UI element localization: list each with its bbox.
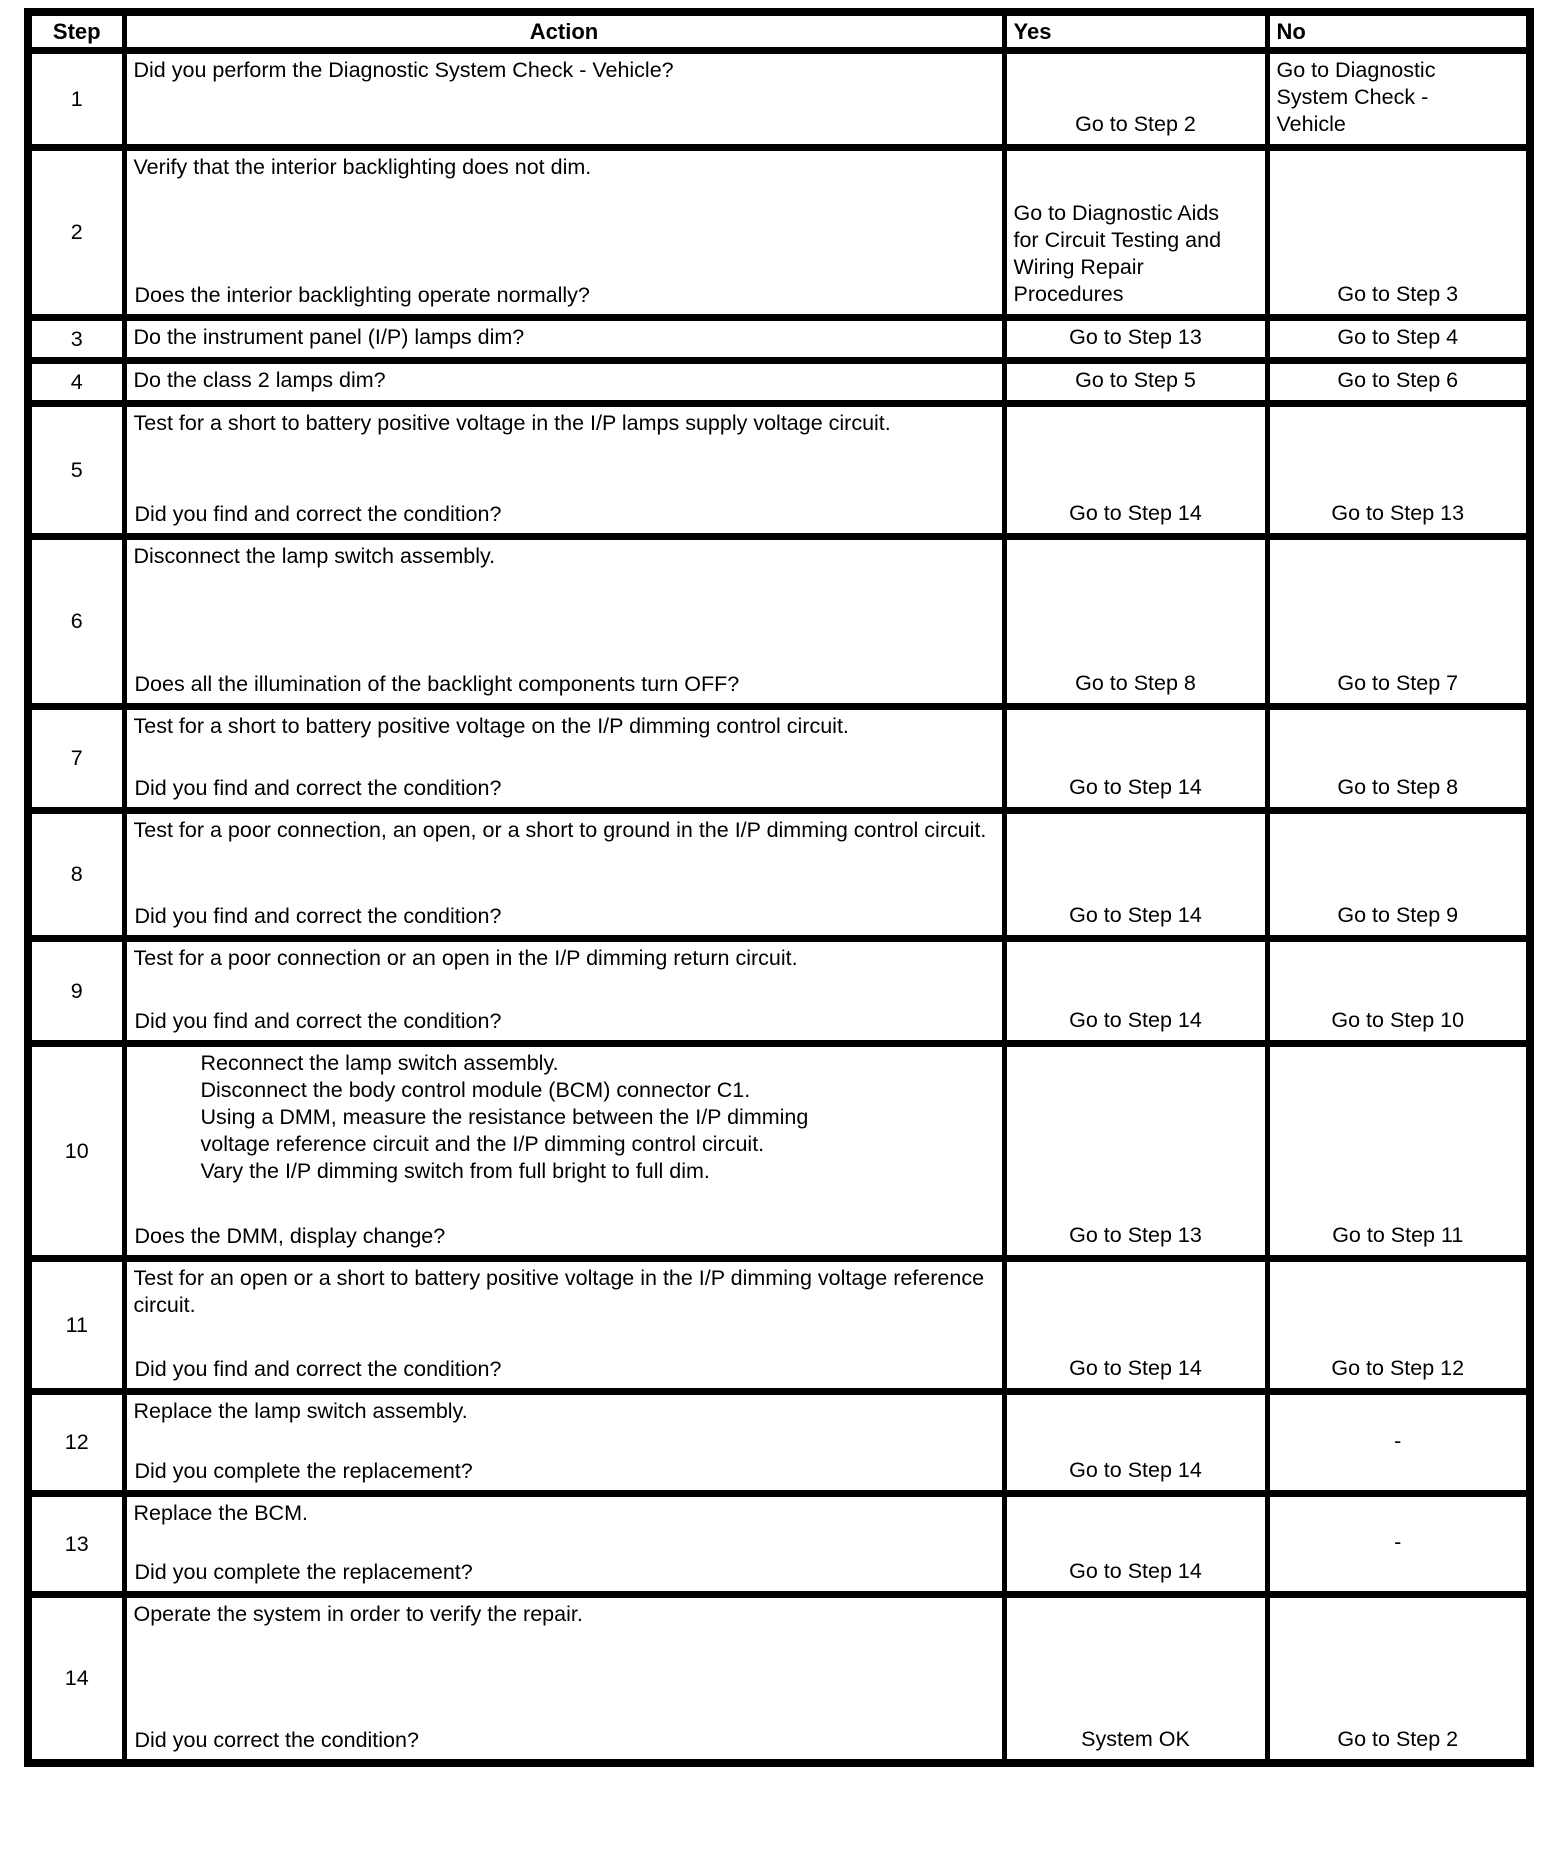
table-row	[28, 1595, 1530, 1763]
column-header-no: No	[1267, 12, 1530, 51]
table-row	[28, 1494, 1530, 1595]
step-number: 3	[28, 318, 124, 361]
action-cell	[124, 51, 1004, 148]
action-cell	[124, 318, 1004, 361]
table-row	[28, 537, 1530, 707]
yes-cell	[1004, 318, 1267, 361]
step-number: 14	[28, 1595, 124, 1763]
action-text: Disconnect the body control module (BCM) connector C1.	[200, 1078, 751, 1102]
action-instructions	[134, 543, 992, 570]
action-instructions	[134, 945, 992, 972]
no-value: -	[1394, 1530, 1402, 1554]
yes-cell	[1004, 148, 1267, 318]
no-value: Go to Step 4	[1337, 325, 1459, 349]
no-value: Go to Step 12	[1331, 1356, 1465, 1380]
step-number: 8	[28, 811, 124, 939]
action-text: Operate the system in order to verify the repair.	[133, 1602, 583, 1626]
action-cell	[124, 1494, 1004, 1595]
action-question: Did you find and correct the condition?	[134, 1009, 502, 1033]
yes-value: Go to Step 8	[1075, 671, 1196, 695]
no-cell	[1267, 361, 1530, 404]
no-value: Go to Step 7	[1337, 671, 1459, 695]
no-cell	[1267, 318, 1530, 361]
action-cell	[124, 707, 1004, 811]
action-instructions	[134, 1265, 992, 1319]
step-number: 6	[28, 537, 124, 707]
action-instructions	[134, 713, 992, 740]
action-text: Test for a short to battery positive voltage in the I/P lamps supply voltage circuit.	[133, 411, 891, 435]
step-number: 10	[28, 1044, 124, 1259]
action-question: Does the interior backlighting operate normally?	[134, 283, 590, 307]
action-question: Does the DMM, display change?	[134, 1224, 446, 1248]
no-value: Go to Step 6	[1337, 368, 1459, 392]
action-text: Do the instrument panel (I/P) lamps dim?	[133, 325, 525, 349]
action-text: Vary the I/P dimming switch from full bright to full dim.	[200, 1159, 710, 1183]
table-row	[28, 361, 1530, 404]
action-question: Did you find and correct the condition?	[134, 904, 502, 928]
table-row	[28, 1044, 1530, 1259]
step-number: 7	[28, 707, 124, 811]
diagnostic-steps-table	[24, 8, 1534, 1767]
action-instructions	[134, 154, 992, 181]
step-number: 4	[28, 361, 124, 404]
action-text: Test for a poor connection or an open in the I/P dimming return circuit.	[133, 946, 798, 970]
yes-cell	[1004, 707, 1267, 811]
no-value: Go to Step 8	[1337, 775, 1459, 799]
table-row	[28, 939, 1530, 1044]
table-row	[28, 51, 1530, 148]
action-instructions	[134, 1500, 992, 1527]
action-text: Did you perform the Diagnostic System Check - Vehicle?	[133, 58, 674, 82]
yes-cell	[1004, 811, 1267, 939]
no-cell	[1267, 148, 1530, 318]
action-question: Did you find and correct the condition?	[134, 776, 502, 800]
step-number: 12	[28, 1392, 124, 1494]
action-cell	[124, 1392, 1004, 1494]
yes-value: Go to Step 14	[1069, 775, 1202, 799]
yes-cell	[1004, 51, 1267, 148]
action-text: Disconnect the lamp switch assembly.	[133, 544, 496, 568]
action-instructions	[134, 57, 992, 84]
action-text: Test for a poor connection, an open, or a short to ground in the I/P dimming control circuit.	[133, 818, 987, 842]
column-header-step: Step	[28, 12, 124, 51]
action-text: Verify that the interior backlighting does not dim.	[133, 155, 592, 179]
action-instructions	[134, 1398, 992, 1425]
no-value: -	[1394, 1428, 1402, 1453]
table-row	[28, 707, 1530, 811]
action-instructions	[134, 367, 992, 394]
yes-value: Go to Step 2	[1075, 112, 1196, 136]
step-number: 2	[28, 148, 124, 318]
step-number: 1	[28, 51, 124, 148]
action-cell	[124, 537, 1004, 707]
step-number: 5	[28, 404, 124, 537]
no-value: Go to Step 3	[1337, 282, 1459, 306]
yes-value: Go to Step 13	[1069, 1223, 1202, 1247]
action-instructions	[134, 410, 992, 437]
yes-value: Go to Step 14	[1069, 1559, 1202, 1583]
action-cell	[124, 1259, 1004, 1392]
no-value: Go to Step 10	[1331, 1008, 1465, 1032]
no-cell	[1267, 1259, 1530, 1392]
action-text: Replace the lamp switch assembly.	[133, 1399, 468, 1423]
action-text: Do the class 2 lamps dim?	[133, 368, 386, 392]
yes-cell	[1004, 1494, 1267, 1595]
action-question: Does all the illumination of the backlight components turn OFF?	[134, 672, 740, 696]
action-instructions	[201, 1050, 841, 1185]
no-value: Go to Step 11	[1332, 1223, 1464, 1247]
yes-cell	[1004, 1044, 1267, 1259]
action-question: Did you correct the condition?	[134, 1727, 419, 1752]
action-question: Did you complete the replacement?	[134, 1560, 473, 1584]
action-cell	[124, 148, 1004, 318]
table-row	[28, 148, 1530, 318]
action-text: Test for a short to battery positive voltage on the I/P dimming control circuit.	[133, 714, 849, 738]
step-number: 11	[28, 1259, 124, 1392]
table-header	[28, 12, 1530, 51]
no-cell	[1267, 1494, 1530, 1595]
column-header-yes: Yes	[1004, 12, 1267, 51]
action-cell	[124, 939, 1004, 1044]
table-row	[28, 318, 1530, 361]
yes-value: Go to Step 14	[1069, 1008, 1202, 1032]
action-instructions	[134, 324, 992, 351]
action-text: Using a DMM, measure the resistance between the I/P dimming voltage reference circuit and the I/P dimming control circuit.	[200, 1105, 809, 1156]
no-cell	[1267, 811, 1530, 939]
yes-value: Go to Step 14	[1069, 1458, 1202, 1482]
no-value: Go to Step 9	[1337, 903, 1459, 927]
action-question: Did you complete the replacement?	[134, 1459, 473, 1483]
yes-value: Go to Diagnostic Aids for Circuit Testing and Wiring Repair Procedures	[1013, 201, 1222, 306]
yes-value: Go to Step 14	[1069, 1356, 1202, 1380]
yes-value: Go to Step 14	[1069, 903, 1202, 927]
header-row	[28, 12, 1530, 51]
no-cell	[1267, 1044, 1530, 1259]
no-cell	[1267, 939, 1530, 1044]
no-value: Go to Step 13	[1331, 501, 1465, 525]
action-cell	[124, 1044, 1004, 1259]
yes-value: Go to Step 14	[1069, 501, 1202, 525]
table-row	[28, 811, 1530, 939]
action-cell	[124, 361, 1004, 404]
action-text: Reconnect the lamp switch assembly.	[200, 1051, 559, 1075]
no-cell	[1267, 707, 1530, 811]
action-instructions	[134, 1601, 992, 1628]
yes-cell	[1004, 1392, 1267, 1494]
table-row	[28, 404, 1530, 537]
action-cell	[124, 1595, 1004, 1763]
yes-cell	[1004, 1259, 1267, 1392]
yes-cell	[1004, 1595, 1267, 1763]
no-cell	[1267, 537, 1530, 707]
action-text: Test for an open or a short to battery positive voltage in the I/P dimming voltage reference circuit.	[133, 1266, 985, 1317]
step-number: 13	[28, 1494, 124, 1595]
action-question: Did you find and correct the condition?	[134, 502, 502, 526]
yes-cell	[1004, 404, 1267, 537]
no-cell	[1267, 1392, 1530, 1494]
table-row	[28, 1392, 1530, 1494]
column-header-action: Action	[124, 12, 1004, 51]
no-cell	[1267, 1595, 1530, 1763]
yes-value: System OK	[1081, 1726, 1190, 1751]
no-value: Go to Diagnostic System Check - Vehicle	[1276, 58, 1436, 136]
step-number: 9	[28, 939, 124, 1044]
action-cell	[124, 404, 1004, 537]
action-instructions	[134, 817, 992, 844]
yes-cell	[1004, 939, 1267, 1044]
yes-cell	[1004, 537, 1267, 707]
no-value: Go to Step 2	[1337, 1726, 1459, 1751]
table-row	[28, 1259, 1530, 1392]
yes-cell	[1004, 361, 1267, 404]
yes-value: Go to Step 5	[1075, 368, 1196, 392]
no-cell	[1267, 51, 1530, 148]
action-text: Replace the BCM.	[133, 1501, 308, 1525]
yes-value: Go to Step 13	[1069, 325, 1202, 349]
action-cell	[124, 811, 1004, 939]
table-body	[28, 51, 1530, 1763]
no-cell	[1267, 404, 1530, 537]
action-question: Did you find and correct the condition?	[134, 1357, 502, 1381]
